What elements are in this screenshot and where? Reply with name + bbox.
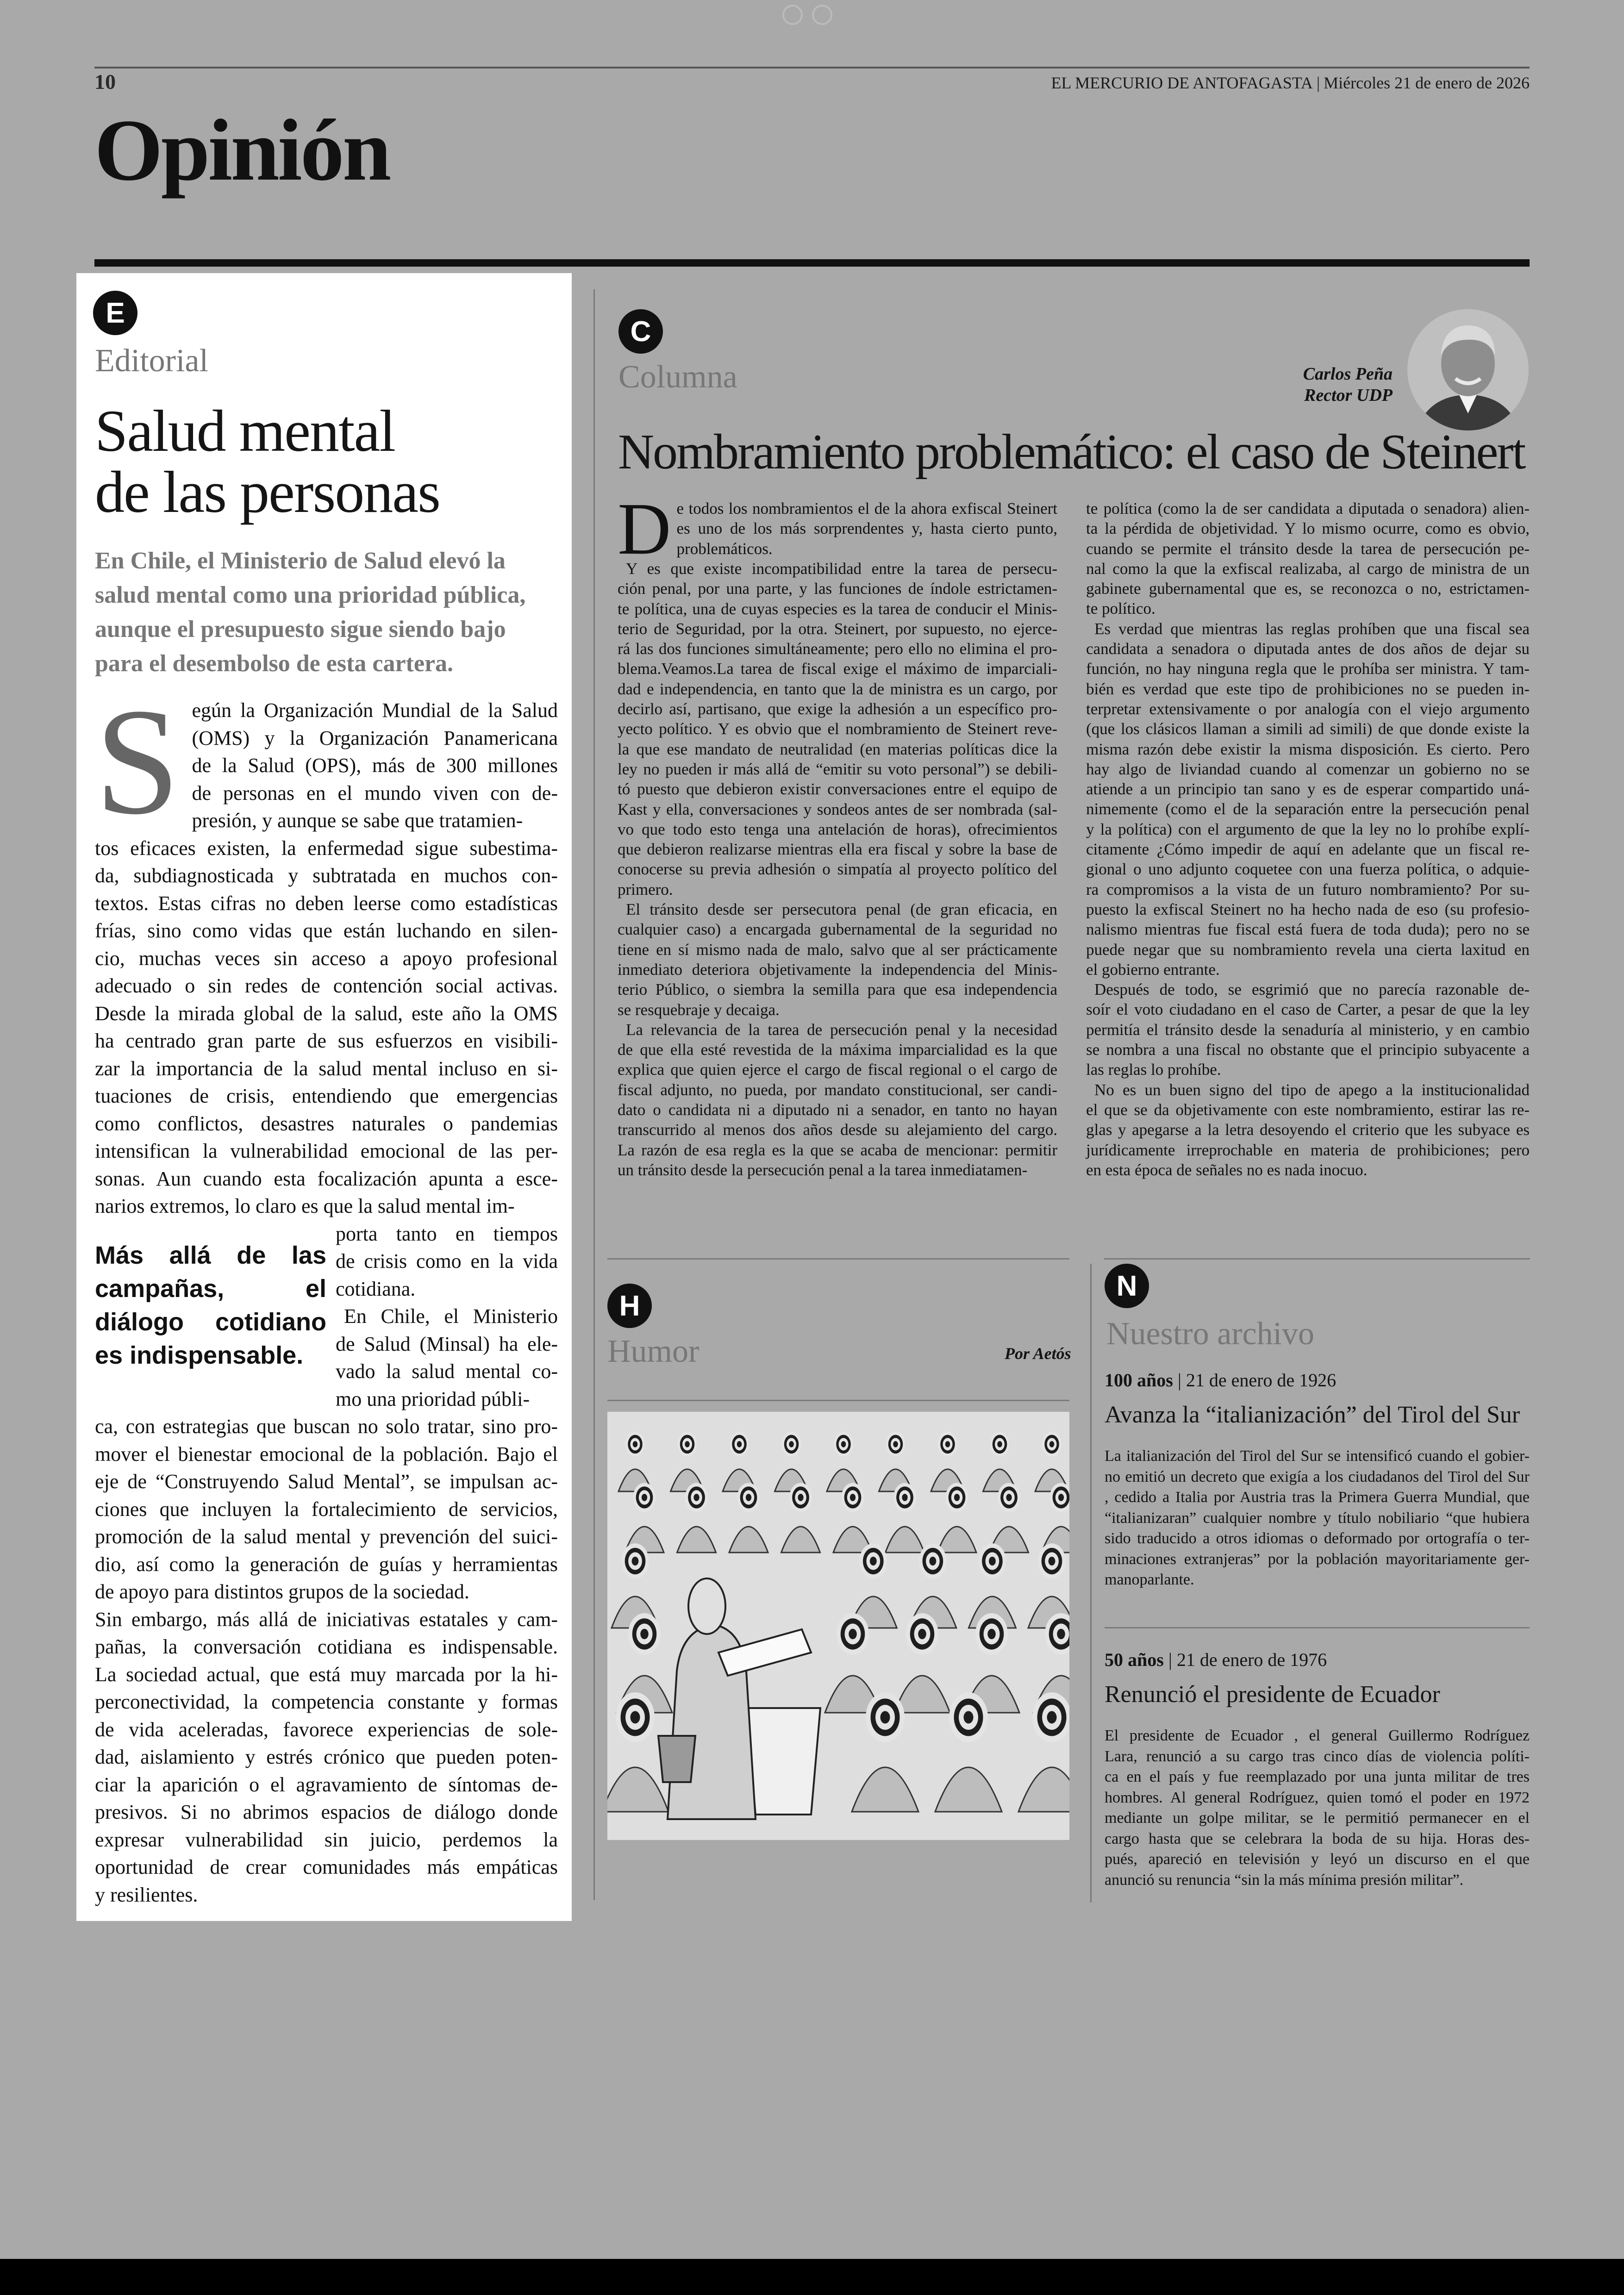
text-line: (que los clásicos llaman a simili ad simili) de que donde existe la xyxy=(1086,720,1530,738)
humor-rule xyxy=(607,1400,1069,1401)
editorial-title-line: de las personas xyxy=(95,459,440,525)
text-line: perconectividad, la competencia constante y formas xyxy=(95,1690,558,1713)
text-line: pués, apareció en televisión y leyó un discurso en el que xyxy=(1105,1851,1530,1868)
humor-credit: Por Aetós xyxy=(1005,1344,1071,1363)
text-line: en esta época de señales no es nada inocuo. xyxy=(1086,1160,1368,1179)
text-line: cio, muchas veces sin acceso a apoyo profesional xyxy=(95,947,558,970)
archive-item xyxy=(1105,1649,1530,1890)
author-name: Carlos Peña xyxy=(1303,364,1393,384)
text-line: terpretar extensivamente o por analogía con el viejo argumento xyxy=(1086,699,1530,718)
next-page-dot[interactable] xyxy=(812,5,832,25)
text-line: narios extremos, lo claro es que la salud mental im- xyxy=(95,1195,515,1217)
text-line: frías, sino como vidas que están luchando en silen- xyxy=(95,919,558,942)
text-line: La sociedad actual, que está muy marcada por la hi- xyxy=(95,1663,558,1686)
text-line: pañas, la conversación cotidiana es indispensable. xyxy=(95,1635,558,1658)
archive-headline: Avanza la “italianización” del Tirol del Sur xyxy=(1105,1402,1520,1428)
text-line: sido traducido a otros idiomas o deformado por ortografía o ter- xyxy=(1105,1530,1530,1547)
columna-lines-a xyxy=(618,499,1057,559)
separator: | xyxy=(1316,74,1320,92)
text-line: nimemente (como el de la separación entre la persecución penal xyxy=(1086,800,1530,818)
text-line: nal como la que la exfiscal realizaba, al cargo de ministra de un xyxy=(1086,559,1530,578)
text-line: dio, así como la generación de guías y herramientas xyxy=(95,1553,558,1576)
text-line: y resilientes. xyxy=(95,1883,198,1906)
columna-title: Nombramiento problemático: el caso de Steinert xyxy=(618,424,1525,480)
text-line: candidata a senadora o diputada antes de dos años de dejar su xyxy=(1086,640,1530,658)
publication-line xyxy=(1051,73,1530,93)
dropcap-block xyxy=(95,697,558,835)
editorial-title xyxy=(95,400,558,523)
text-line: hay algo de liviandad cuando al comenzar un gobierno no se xyxy=(1086,760,1530,778)
text-line: vo que todo esto tenga una antelación de horas), ofrecimientos xyxy=(618,820,1057,838)
text-line: La italianización del Tirol del Sur se intensificó cuando el gobier- xyxy=(1105,1447,1530,1465)
text-line: blema.Veamos.La tarea de fiscal exige el máximo de imparciali- xyxy=(618,660,1057,678)
text-line: función, no hay ninguna regla que le prohíba ser ministra. Y tam- xyxy=(1086,660,1530,678)
text-line: oportunidad de crear comunidades más empáticas xyxy=(95,1856,558,1878)
text-line: decirlo así, partisano, que exige la adhesión a un específico pro- xyxy=(618,700,1057,718)
text-line: explica que quien ejerce el cargo de fiscal regional o el cargo de xyxy=(618,1060,1057,1079)
humor-badge: H xyxy=(607,1284,652,1328)
section-rule xyxy=(94,259,1530,267)
text-line: cargo hasta que se celebrara la boda de su hija. Horas des- xyxy=(1105,1830,1530,1847)
text-line: manoparlante. xyxy=(1105,1571,1194,1588)
column-divider xyxy=(593,289,595,1900)
page-nav-dots[interactable] xyxy=(782,5,843,23)
archive-years: 100 años xyxy=(1105,1370,1173,1391)
text-line: Lara, renunció a su cargo tras cinco días de violencia políti- xyxy=(1105,1747,1530,1765)
text-line: La razón de esa regla es la que se acaba de mencionar: permitir xyxy=(618,1141,1057,1159)
text-line: dad e independencia, en tanto que la de ministra es un cargo, por xyxy=(618,680,1057,698)
text-line: es uno de los más sorprendentes y, hasta cierto punto, xyxy=(676,519,1057,538)
editorial-lines-c xyxy=(336,1220,558,1413)
text-line: nalismo mientras fue fiscal está fuera de toda duda); pero no se xyxy=(1086,920,1530,939)
text-line: textos. Estas cifras no deben leerse como estadísticas xyxy=(95,892,558,915)
pullquote-block xyxy=(95,1220,558,1413)
text-line: dato o candidata ni a diputado ni a senador, en tanto no hayan xyxy=(618,1101,1057,1119)
text-line: da, subdiagnosticada y subtratada en muchos con- xyxy=(95,864,558,887)
text-line: egún la Organización Mundial de la Salud xyxy=(192,699,558,722)
text-line: expresar vulnerabilidad sin juicio, perdemos la xyxy=(95,1828,558,1851)
lectern xyxy=(746,1708,820,1815)
text-line: citamente ¿Cómo impedir de aquí en adelante que un fiscal re- xyxy=(1086,840,1530,859)
archive-date: 21 de enero de 1976 xyxy=(1176,1649,1327,1670)
archive-headline: Renunció el presidente de Ecuador xyxy=(1105,1681,1440,1708)
archive-years-line: 50 años | 21 de enero de 1976 xyxy=(1105,1649,1327,1670)
text-line: zar la importancia de la salud mental incluso en si- xyxy=(95,1057,558,1080)
text-line: puesto la exfiscal Steinert no ha hecho nada de eso (su profesio- xyxy=(1086,900,1530,918)
text-line: No es un buen signo del tipo de apego a la institucionalidad xyxy=(1094,1080,1530,1099)
editorial-kicker: Editorial xyxy=(95,343,208,379)
text-line: porta tanto en tiempos xyxy=(336,1222,558,1245)
editorial-title-line: Salud mental xyxy=(95,398,395,464)
text-line: presión, y aunque se sabe que tratamien- xyxy=(192,809,523,832)
speaker-head xyxy=(688,1578,725,1634)
text-line: tiene en sí mismo nada de malo, salvo que al ser prácticamente xyxy=(618,940,1057,959)
editorial-lead: En Chile, el Ministerio de Salud elevó la salud mental como una prioridad pública, aunque el presupuesto sigue siendo bajo para el desembolso de esta cartera. xyxy=(95,548,526,677)
text-line: (OMS) y la Organización Panamericana xyxy=(192,726,558,749)
text-line: anunció su renuncia “sin la más mínima presión militar”. xyxy=(1105,1871,1464,1889)
cartoon-drawing-icon xyxy=(607,1412,1069,1840)
text-line: tuaciones de crisis, entendiendo que emergencias xyxy=(95,1085,558,1107)
archivo-badge: N xyxy=(1105,1264,1149,1308)
text-line: jurídicamente irreprochable en materia de prohibiciones; pero xyxy=(1086,1141,1530,1159)
text-line: terio de Seguridad, por la otra. Steinert, por supuesto, no ejerce- xyxy=(618,619,1057,638)
text-line: gional o uno adjunto coquetee con una fuerza política, o adquie- xyxy=(1086,860,1530,879)
text-line: de que ella esté revestida de la máxima imparcialidad es la que xyxy=(618,1041,1057,1059)
archive-divider xyxy=(1090,1264,1092,1902)
columna-bottom-rule xyxy=(607,1258,1069,1260)
text-line: cualquier caso) a encargada gubernamental de la seguridad no xyxy=(618,920,1057,939)
publication-name: EL MERCURIO DE ANTOFAGASTA xyxy=(1051,74,1313,92)
text-line: Es verdad que mientras las reglas prohíben que una fiscal sea xyxy=(1094,619,1530,638)
text-line: promoción de la salud mental y prevención del suici- xyxy=(95,1525,558,1548)
humor-cartoon xyxy=(607,1412,1069,1840)
text-line: como conflictos, desastres naturales o pandemias xyxy=(95,1112,558,1135)
text-line: ra compromisos a la vista de un futuro nombramiento? Por su- xyxy=(1086,880,1530,898)
text-line: de crisis como en la vida xyxy=(336,1250,558,1272)
text-line: un tránsito desde la persecución penal a la tarea inmediatamen- xyxy=(618,1160,1028,1179)
text-line: gabinete gubernamental que es, se reconozca o no, estrictamen- xyxy=(1086,580,1530,598)
text-line: minaciones extranjeras” por la población mayoritariamente ger- xyxy=(1105,1550,1530,1568)
text-line: mediante un golpe militar, se le permitió permanecer en el xyxy=(1105,1809,1530,1827)
columna-kicker: Columna xyxy=(618,359,737,395)
text-line: de la Salud (OPS), más de 300 millones xyxy=(192,754,558,777)
text-line: ciones que incluyen la fortalecimiento de servicios, xyxy=(95,1497,558,1521)
text-line: tos eficaces existen, la enfermedad sigue subestima- xyxy=(95,836,558,860)
text-line: el gobierno entrante. xyxy=(1086,960,1220,979)
text-line: de vida aceleradas, favorece experiencias de sole- xyxy=(95,1718,558,1741)
text-line: cuando se permite el tránsito desde la tarea de persecución pe- xyxy=(1086,539,1530,558)
page-number: 10 xyxy=(94,70,116,94)
text-line: eje de “Construyendo Salud Mental”, se impulsan ac- xyxy=(95,1470,558,1493)
editorial-lines-d xyxy=(95,1413,558,1908)
text-line: e todos los nombramientos el de la ahora exfiscal Steinert xyxy=(676,499,1057,518)
text-line: El presidente de Ecuador , el general Guillermo Rodríguez xyxy=(1105,1727,1530,1744)
text-line: fiscal adjunto, no pueda, por mandato constitucional, ser candi- xyxy=(618,1080,1057,1099)
text-line: Y es que existe incompatibilidad entre la tarea de persecu- xyxy=(626,560,1057,578)
top-rule xyxy=(94,67,1530,69)
author-portrait-icon xyxy=(1407,309,1529,430)
text-line: se resquebraje y decaiga. xyxy=(618,1000,780,1019)
text-line: Después de todo, se esgrimió que no parecía razonable de- xyxy=(1094,980,1530,999)
columna-badge: C xyxy=(618,309,663,354)
text-line: te política, una de cuyas especies es la tarea de conducir el Minis- xyxy=(618,599,1057,618)
text-line: “italianizaran” cualquier nombre y título nobiliario “que hubiera xyxy=(1105,1509,1530,1527)
text-line: de apoyo para distintos grupos de la sociedad. xyxy=(95,1580,469,1603)
text-line: te política (como la de ser candidata a diputada o senadora) alien- xyxy=(1086,499,1530,518)
text-line: rá las dos funciones simultáneamente; pero ello no elimina el pro- xyxy=(618,640,1057,658)
author-byline xyxy=(1303,363,1393,406)
text-line: te político. xyxy=(1086,599,1156,618)
text-line: puede negar que su nombramiento revela una cierta laxitud en xyxy=(1086,940,1530,959)
text-line: y la política) con el argumento de que la ley no lo prohíbe explí- xyxy=(1086,820,1530,838)
text-line: transcurrido al menos dos años desde su alejamiento del cargo. xyxy=(618,1121,1057,1139)
text-line: de Salud (Minsal) ha ele- xyxy=(336,1332,558,1355)
text-line: misma razón debe existir la misma disposición. Es cierto. Pero xyxy=(1086,740,1530,758)
text-line: terio Público, o siembra la semilla para que esa independencia xyxy=(618,980,1057,999)
text-line: ca, con estrategias que buscan no solo tratar, sino pro- xyxy=(95,1415,558,1438)
archivo-kicker: Nuestro archivo xyxy=(1106,1316,1315,1352)
text-line: soír el voto ciudadano en el caso de Carter, a pesar de que la ley xyxy=(1086,1000,1530,1019)
text-line: Desde la mirada global de la salud, este año la OMS xyxy=(95,1002,558,1025)
humor-kicker: Humor xyxy=(607,1334,700,1369)
text-line: cotidiana. xyxy=(336,1277,416,1300)
text-line: ción penal, por una parte, y las funciones de índole estrictamen- xyxy=(618,580,1057,598)
text-line: problemáticos. xyxy=(676,539,773,558)
archive-date: 21 de enero de 1926 xyxy=(1186,1370,1337,1391)
columna-dropcap-block xyxy=(618,499,1057,559)
arrow-quiver xyxy=(658,1736,695,1782)
text-line: sonas. Aun cuando esta focalización apunta a esce- xyxy=(95,1167,558,1190)
text-line: El tránsito desde ser persecutora penal (de gran eficacia, en xyxy=(626,900,1057,919)
text-line: yecto político. Y es obvio que el nombramiento de Steinert reve- xyxy=(618,720,1057,738)
text-line: atiende a un principio tan sano y es de esperar compartido uná- xyxy=(1086,780,1530,798)
text-line: La relevancia de la tarea de persecución penal y la necesidad xyxy=(626,1020,1057,1039)
editorial-dropcap: S xyxy=(95,697,180,835)
text-line: ca en el país y fue reemplazado por una junta militar de tres xyxy=(1105,1768,1530,1785)
section-title: Opinión xyxy=(94,102,390,199)
columna-lines-b xyxy=(618,559,1057,1180)
text-line: bién es verdad que este tipo de prohibiciones no se pueden in- xyxy=(1086,680,1530,698)
text-line: se nombra a una fiscal no obstante que el principio subyacente a xyxy=(1086,1041,1530,1059)
editorial-panel xyxy=(76,273,572,1921)
text-line: permitía el tránsito desde la senaduría al ministerio, y en cambio xyxy=(1086,1020,1530,1039)
text-line: ley no pueden ir más allá de “emitir su voto personal”) se debili- xyxy=(618,760,1057,778)
bottom-bar xyxy=(0,2259,1624,2295)
editorial-body xyxy=(95,697,558,1908)
editorial-badge: E xyxy=(93,291,137,335)
text-line: no emitió un decreto que exigía a los ciudadanos del Tirol del Sur xyxy=(1105,1468,1530,1485)
text-line: adecuado o sin redes de contención social activas. xyxy=(95,974,558,997)
prev-page-dot[interactable] xyxy=(782,5,803,25)
text-line: vado la salud mental co- xyxy=(336,1360,558,1383)
columna-left-text xyxy=(618,499,1057,1180)
archive-years: 50 años xyxy=(1105,1649,1164,1670)
archive-body xyxy=(1105,1726,1530,1890)
columna-right-text xyxy=(1086,499,1530,1180)
text-line: mo una prioridad públi- xyxy=(336,1387,530,1410)
archive-item xyxy=(1105,1369,1530,1590)
text-line: Kast y ella, conversaciones y sondeos antes de ser nombrada (sal- xyxy=(618,800,1057,818)
archive-years-line: 100 años | 21 de enero de 1926 xyxy=(1105,1370,1337,1391)
text-line: conocerse su previa adhesión o simpatía al proyecto político del xyxy=(618,860,1057,879)
text-line: ta la pérdida de objetividad. Y lo mismo ocurre, como es obvio, xyxy=(1086,519,1530,538)
text-line: la que ese mandato de neutralidad (en materias políticas dice la xyxy=(618,740,1057,758)
text-line: de personas en el mundo viven con de- xyxy=(192,781,558,804)
text-line: inmediato deteriora objetivamente la independencia del Minis- xyxy=(618,960,1057,979)
author-photo xyxy=(1407,309,1529,430)
text-line: ha centrado gran parte de sus esfuerzos en visibili- xyxy=(95,1029,558,1052)
text-line: mover el bienestar emocional de la población. Bajo el xyxy=(95,1442,558,1466)
text-line: dad, aislamiento y estrés crónico que pueden poten- xyxy=(95,1746,558,1768)
text-line: intensifican la vulnerabilidad emocional de las per- xyxy=(95,1140,558,1162)
archive-rule xyxy=(1105,1627,1530,1628)
columna-bottom-rule-right xyxy=(1104,1258,1530,1260)
archive-body xyxy=(1105,1446,1530,1590)
text-line: glas y apegarse a la letra desoyendo el criterio que les subyace es xyxy=(1086,1121,1530,1139)
editorial-lines-b xyxy=(95,835,558,1220)
columna-dropcap: D xyxy=(618,499,671,559)
text-line: ciar la aparición o el agravamiento de síntomas de- xyxy=(95,1773,558,1796)
text-line: primero. xyxy=(618,880,673,898)
text-line: hombres. Al general Rodríguez, quien tomó el poder en 1972 xyxy=(1105,1789,1530,1806)
text-line: tó puesto que debieron existir conversaciones entre el equipo de xyxy=(618,780,1057,798)
text-line: que debieron realizarse mientras ella era fiscal y sobre la base de xyxy=(618,840,1057,859)
text-line: Sin embargo, más allá de iniciativas estatales y cam- xyxy=(95,1608,558,1631)
publication-date: Miércoles 21 de enero de 2026 xyxy=(1324,74,1530,92)
text-line: las reglas lo prohíbe. xyxy=(1086,1060,1221,1079)
text-line: el que se da objetivamente con este nombramiento, estirar las re- xyxy=(1086,1100,1530,1119)
columna-lines-right xyxy=(1086,499,1530,1180)
editorial-pullquote: Más allá de las campañas, el diálogo cotidiano es indispensable. xyxy=(95,1241,326,1369)
author-role: Rector UDP xyxy=(1304,386,1393,405)
text-line: En Chile, el Ministerio xyxy=(344,1305,558,1328)
text-line: , cedido a Italia por Austria tras la Primera Guerra Mundial, que xyxy=(1105,1489,1530,1506)
text-line: presivos. Si no abrimos espacios de diálogo donde xyxy=(95,1801,558,1823)
